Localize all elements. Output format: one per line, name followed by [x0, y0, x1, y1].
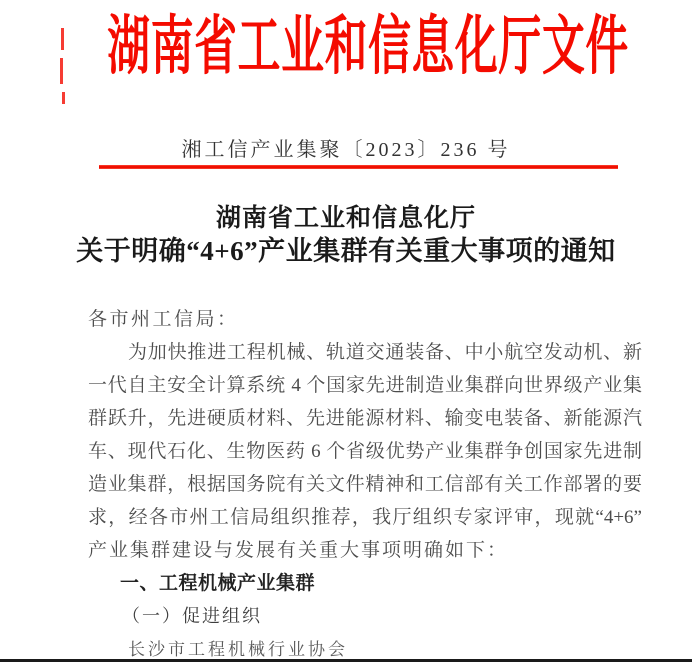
- paragraph-line: 产业集群建设与发展有关重大事项明确如下：: [88, 540, 509, 561]
- paragraph-line: 求，经各市州工信局组织推荐，我厅组织专家评审，现就“4+6”: [88, 507, 642, 528]
- document-title-line1: 湖南省工业和信息化厅: [215, 205, 476, 232]
- document-title-line2: 关于明确“4+6”产业集群有关重大事项的通知: [76, 236, 616, 266]
- paragraph-line: 一代自主安全计算系统 4 个国家先进制造业集群向世界级产业集: [88, 375, 642, 396]
- section-heading: 一、工程机械产业集群: [120, 573, 316, 594]
- paragraph-line: 车、现代石化、生物医药 6 个省级优势产业集群争创国家先进制: [88, 441, 642, 462]
- scan-artifact: [61, 28, 64, 50]
- paragraph-line: 造业集群，根据国务院有关文件精神和工信部有关工作部署的要: [88, 474, 642, 495]
- document-body: [88, 303, 642, 664]
- document-number: 湘工信产业集聚〔2023〕236 号: [181, 139, 511, 161]
- scan-artifact: [62, 92, 65, 104]
- organization-name: 长沙市工程机械行业协会: [128, 640, 348, 659]
- salutation: 各市州工信局：: [88, 309, 239, 330]
- subsection-heading: （一）促进组织: [122, 606, 262, 626]
- paragraph-line: 群跃升，先进硬质材料、先进能源材料、输变电装备、新能源汽: [88, 408, 642, 429]
- bottom-border-line: [0, 659, 692, 662]
- scan-artifact: [60, 58, 63, 84]
- paragraph-line: 为加快推进工程机械、轨道交通装备、中小航空发动机、新: [128, 342, 642, 363]
- red-header-banner: 湖南省工业和信息化厅文件: [107, 11, 629, 83]
- red-divider-line: [99, 165, 618, 169]
